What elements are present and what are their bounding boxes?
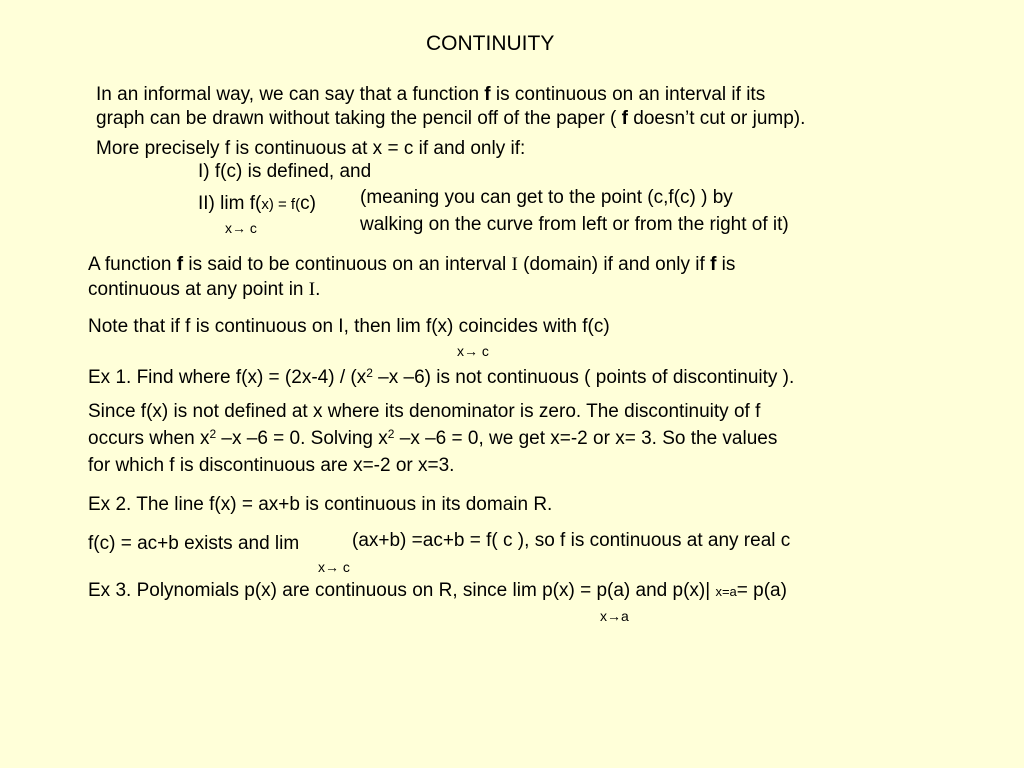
function-symbol: f <box>176 254 184 275</box>
intro-line-2 <box>96 108 805 130</box>
condition-two-x: x) = f( <box>261 196 301 213</box>
interval-def-line-2 <box>88 279 320 301</box>
intro-line-1-end: is continuous on an interval if its <box>490 84 766 105</box>
note-limit-subscript: x→ c <box>457 343 489 359</box>
ex1-sol2-c: –x –6 = 0, we get x=-2 or x= 3. So the values <box>394 428 778 449</box>
ex1-exponent: 2 <box>209 427 217 441</box>
ex1-solution-line-1: Since f(x) is not defined at x where its denominator is zero. The discontinuity of f <box>88 401 761 422</box>
ex1-sol2-a: occurs when x <box>88 428 210 449</box>
meaning-line-1: (meaning you can get to the point (c,f(c) ) by <box>360 187 733 208</box>
interval-def-b: is said to be continuous on an interval <box>183 254 512 275</box>
ex2-statement: Ex 2. The line f(x) = ax+b is continuous in its domain R. <box>88 494 553 515</box>
ex3-statement-end: = p(a) <box>736 580 787 601</box>
meaning-line-2: walking on the curve from left or from the right of it) <box>360 214 789 235</box>
condition-one: I) f(c) is defined, and <box>198 161 372 182</box>
ex3-statement <box>88 580 787 603</box>
ex1-exponent: 2 <box>387 427 395 441</box>
ex2-proof-start: f(c) = ac+b exists and lim <box>88 533 300 554</box>
note-text: Note that if f is continuous on I, then lim f(x) coincides with f(c) <box>88 316 610 337</box>
ex3-limit-subscript: x→a <box>600 608 629 624</box>
intro-line-2-end: doesn’t cut or jump). <box>627 108 806 129</box>
interval-def-line-1 <box>88 254 735 276</box>
intro-line-2-start: graph can be drawn without taking the pencil off of the paper ( <box>96 108 622 129</box>
intro-line-1 <box>96 84 765 106</box>
page-title: CONTINUITY <box>426 32 555 55</box>
ex1-problem <box>88 367 794 389</box>
interval-def-a: A function <box>88 254 177 275</box>
ex1-sol2-b: –x –6 = 0. Solving x <box>216 428 388 449</box>
condition-two-lim: II) lim f( <box>198 193 262 214</box>
interval-def-d: is <box>716 254 736 275</box>
intro-line-1-start: In an informal way, we can say that a function <box>96 84 485 105</box>
ex2-limit-subscript: x→ c <box>318 559 350 575</box>
ex1-problem-start: Ex 1. Find where f(x) = (2x-4) / (x <box>88 367 367 388</box>
interval-symbol: I <box>308 279 316 300</box>
ex1-exponent: 2 <box>366 366 373 380</box>
function-symbol: f <box>710 254 717 275</box>
interval-def-line-2-text: continuous at any point in <box>88 279 309 300</box>
condition-two-c: c) <box>300 193 316 214</box>
interval-def-period: . <box>315 279 321 300</box>
ex1-solution-line-2 <box>88 428 777 450</box>
ex1-solution-line-3: for which f is discontinuous are x=-2 or x=3. <box>88 455 455 476</box>
condition-two-limit-subscript: x→ c <box>225 220 257 236</box>
ex1-problem-end: –x –6) is not continuous ( points of discontinuity ). <box>372 367 795 388</box>
condition-two <box>198 193 316 216</box>
interval-def-c: (domain) if and only if <box>517 254 711 275</box>
ex2-proof-end: (ax+b) =ac+b = f( c ), so f is continuous at any real c <box>352 530 791 551</box>
intro-line-3: More precisely f is continuous at x = c if and only if: <box>96 138 526 159</box>
ex3-evaluation-subscript: x=a <box>715 584 737 599</box>
ex3-statement-start: Ex 3. Polynomials p(x) are continuous on R, since lim p(x) = p(a) and p(x)| <box>88 580 716 601</box>
interval-symbol: I <box>511 254 518 275</box>
function-symbol: f <box>484 84 491 105</box>
function-symbol: f <box>621 108 628 129</box>
